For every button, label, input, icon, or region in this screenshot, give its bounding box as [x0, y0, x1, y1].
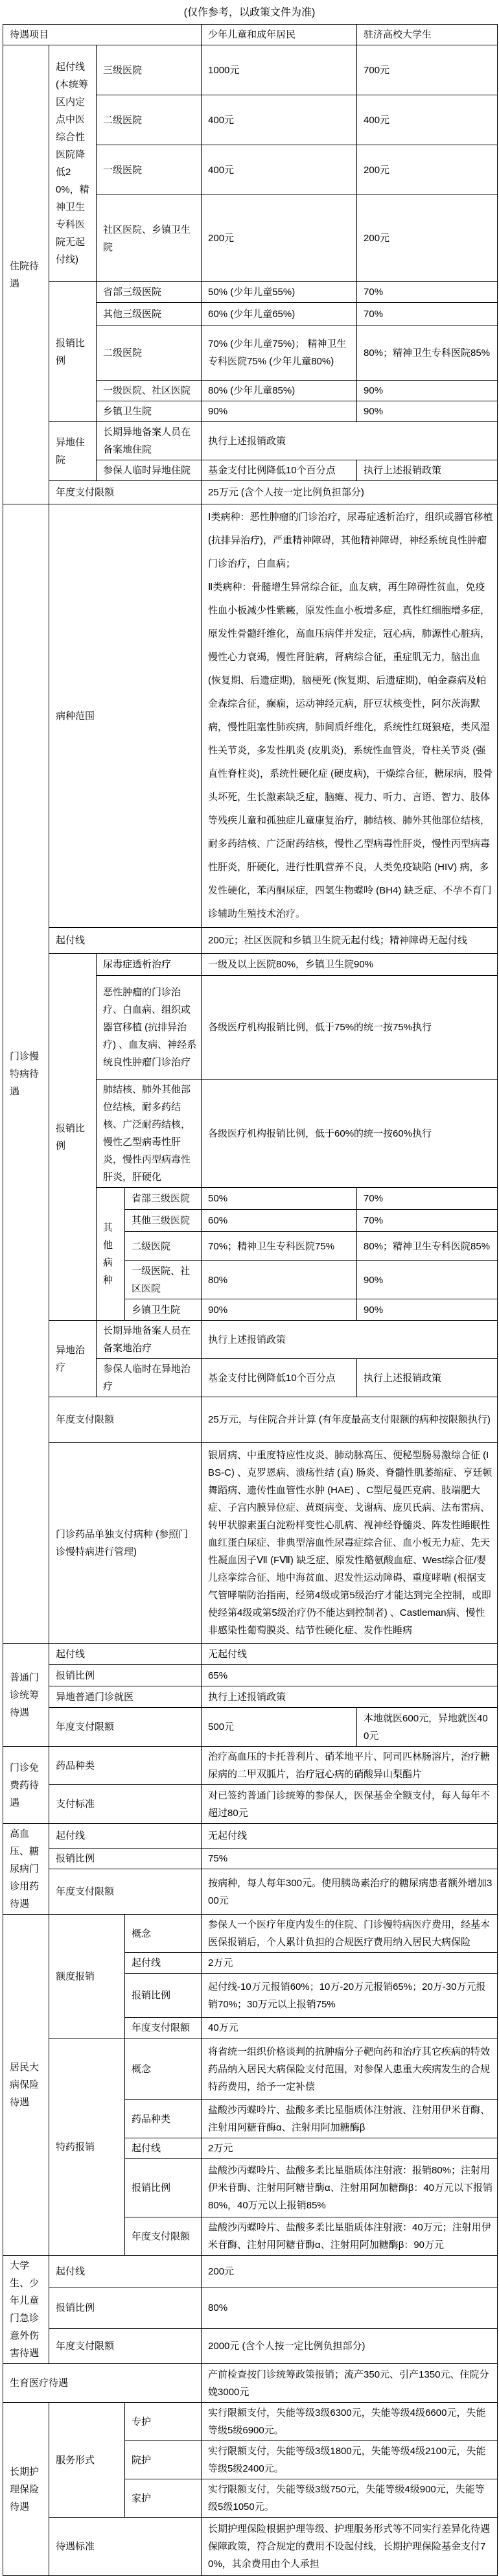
cell-merged: 盐酸沙丙蝶呤片、盐酸多柔比星脂质体注射液：40万元；注射用伊米苷酶、注射用阿糖苷酶α、注射用阿加糖酶β：90万元	[202, 2217, 498, 2256]
cell-merged: 25万元 (含个人按一定比例负担部分)	[202, 481, 498, 504]
cell-merged: 各级医疗机构报销比例，低于75%的统一按75%执行	[202, 976, 498, 1080]
row-label: 起付线	[49, 2256, 202, 2287]
inpatient-remote-label: 异地住院	[49, 422, 97, 481]
cell-merged: 25万元，与住院合并计算 (有年度最高支付限额的病种按限额执行)	[202, 1397, 498, 1443]
row-label: 报销比例	[125, 2159, 202, 2217]
row-label: 报销比例	[49, 1665, 202, 1686]
row-label: 二级医院	[125, 1232, 202, 1261]
section-chronic: 门诊慢特病待遇	[3, 504, 49, 1644]
cell-student: 执行上述报销政策	[357, 460, 498, 481]
cell-merged: 对已签约普通门诊统筹的参保人，医保基金全额支付，每人每年不超过80元	[202, 1785, 498, 1824]
cell-merged: 盐酸沙丙蝶呤片、盐酸多柔比星脂质体注射液、注射用伊米苷酶、注射用阿糖苷酶α、注射用阿加糖酶β	[202, 2100, 498, 2138]
row-label: 肺结核、肺外其他部位结核，耐多药结核、广泛耐药结核，慢性乙型病毒性肝炎，慢性丙型病毒性肝炎，肝硬化	[97, 1080, 202, 1188]
row-label: 二级医院	[97, 95, 202, 145]
row-label: 报销比例	[49, 2287, 202, 2329]
row-label: 长期异地备案人员在备案地治疗	[97, 1321, 202, 1359]
cell-student: 90%	[357, 401, 498, 422]
row-label: 专护	[125, 2403, 202, 2441]
cell-student: 70%	[357, 282, 498, 303]
row-label: 省部三级医院	[125, 1188, 202, 1210]
header-item: 待遇项目	[3, 25, 202, 45]
longterm-standard-label: 待遇标准	[49, 2518, 202, 2576]
row-label: 长期异地备案人员在备案地住院	[97, 422, 202, 460]
cell-merged: 200元；社区医院和乡镇卫生院无起付线；精神障碍无起付线	[202, 928, 498, 954]
row-label: 三级医院	[97, 45, 202, 95]
header-student: 驻济高校大学生	[357, 25, 498, 45]
row-label: 乡镇卫生院	[125, 1299, 202, 1321]
cell-resident: 400元	[202, 145, 357, 195]
cell-student: 200元	[357, 145, 498, 195]
cell-resident: 500元	[202, 1708, 357, 1747]
row-label: 一级医院、社区医院	[125, 1261, 202, 1299]
critical-special-label: 特药报销	[49, 2038, 125, 2256]
cell-merged: 将省统一组织价格谈判的抗肿瘤分子靶向药和治疗其它疾病的特效药品纳入居民大病保险支付范围，对参保人患重大疾病发生的合规特药费用，给予一定补偿	[202, 2038, 498, 2100]
cell-merged: 各级医疗机构报销比例，低于60%的统一按60%执行	[202, 1080, 498, 1188]
cell-merged: 65%	[202, 1665, 498, 1686]
cell-merged: 参保人一个医疗年度内发生的住院、门诊慢特病医疗费用，经基本医保报销后，个人累计负担的合规医疗费用纳入居民大病保险	[202, 1915, 498, 1953]
benefits-table	[3, 24, 498, 2576]
cell-merged: 一级及以上医院80%，乡镇卫生院90%	[202, 954, 498, 976]
row-label: 年度支付限额	[49, 2329, 202, 2364]
row-label: 省部三级医院	[97, 282, 202, 303]
chronic-drug-label: 门诊药品单独支付病种 (参照门诊慢特病进行管理)	[49, 1443, 202, 1644]
cell-merged: 2万元	[202, 2138, 498, 2159]
cell-resident: 70% (少年儿童75%)； 精神卫生专科医院75% (少年儿童80%)	[202, 325, 357, 381]
cell-merged: 盐酸沙丙蝶呤片、盐酸多柔比星脂质体注射液：报销80%；注射用伊米苷酶、注射用阿糖苷酶α、注射用阿加糖酶β：40万元以下报销80%，40万元以上报销85%	[202, 2159, 498, 2217]
cell-merged: 75%	[202, 1849, 498, 1869]
cell-student: 700元	[357, 45, 498, 95]
section-student-injury: 大学生、少年儿童门急诊意外伤害待遇	[3, 2256, 49, 2364]
inpatient-ratio-label: 报销比例	[49, 282, 97, 422]
row-label: 参保人临时异地住院	[97, 460, 202, 481]
header-resident: 少年儿童和成年居民	[202, 25, 357, 45]
chronic-deductible-label: 起付线	[49, 928, 202, 954]
cell-merged: 实行限额支付，失能等级3级6300元，失能等级4级6600元，失能等级5级6900元。	[202, 2403, 498, 2441]
chronic-drug-value: 银屑病、中重度特应性皮炎、肺动脉高压、便秘型肠易激综合征 (IBS-C) 、克罗恩病、溃疡性结 (直) 肠炎、脊髓性肌萎缩症、亨廷顿舞蹈病、遗传性血管性水肿 (HAE) 、C型尼曼匹克病、肢端肥大症、子宫内膜异位症、黄斑病变、戈谢病、庞贝氏病、法布雷病、转甲状腺素蛋白淀粉样变性心肌病、视神经脊髓炎、阵发性睡眠性血红蛋白尿症、非典型溶血性尿毒症综合征、血小板无力症、先天性凝血因子Ⅶ (FⅦ) 缺乏症、原发性酪氨酸血症、West综合征/婴儿痉挛综合征、地中海贫血、迟发性运动障碍、重度哮喘 (根据支气管哮喘防治指南，经第4级或第5级治疗才能达到完全控制，或即使经第4级或第5级治疗仍不能达到控制者) 、Castleman病、慢性非感染性葡萄膜炎、结节性硬化症、发作性睡病	[202, 1443, 498, 1644]
row-label: 起付线	[125, 2138, 202, 2159]
chronic-annual-label: 年度支付限额	[49, 1397, 202, 1443]
row-label: 异地普通门诊就医	[49, 1686, 202, 1708]
row-label: 院护	[125, 2441, 202, 2479]
row-label: 起付线	[49, 1644, 202, 1665]
cell-resident: 60%	[202, 1210, 357, 1232]
row-label: 起付线	[49, 1824, 202, 1849]
cell-student: 90%	[357, 1261, 498, 1299]
cell-resident: 基金支付比例降低10个百分点	[202, 460, 357, 481]
cell-student: 200元	[357, 195, 498, 282]
cell-resident: 200元	[202, 195, 357, 282]
cell-merged: 起付线-10万元报销60%；10万-20万元报销65%；20万-30万元报销70%；30万元以上报销75%	[202, 1974, 498, 2018]
cell-merged: 执行上述报销政策	[202, 422, 498, 460]
cell-student: 本地就医600元，异地就医400元	[357, 1708, 498, 1747]
row-label: 其他三级医院	[97, 303, 202, 325]
section-free-drug: 门诊免费药待遇	[3, 1747, 49, 1824]
cell-student: 90%	[357, 381, 498, 401]
cell-merged: 无起付线	[202, 1824, 498, 1849]
section-maternity: 生育医疗待遇	[3, 2364, 202, 2403]
section-hyper-diabetes: 高血压、糖尿病门诊用药待遇	[3, 1824, 49, 1915]
cell-student: 400元	[357, 95, 498, 145]
cell-student: 90%	[357, 1299, 498, 1321]
row-label: 其他三级医院	[125, 1210, 202, 1232]
page-title: (仅作参考，以政策文件为准)	[183, 7, 316, 18]
cell-resident: 90%	[202, 1299, 357, 1321]
chronic-other-label: 其他病种	[97, 1188, 125, 1321]
row-label: 参保人临时在异地治疗	[97, 1359, 202, 1397]
row-label: 一级医院、社区医院	[97, 381, 202, 401]
cell-merged: 执行上述报销政策	[202, 1321, 498, 1359]
cell-resident: 80% (少年儿童85%)	[202, 381, 357, 401]
cell-resident: 90%	[202, 401, 357, 422]
cell-merged: 200元	[202, 2256, 498, 2287]
chronic-scope-label: 病种范围	[49, 504, 202, 928]
inpatient-deductible-label: 起付线(本统筹区内定点中医综合性医院降低20%，精神卫生专科医院无起付线)	[49, 45, 97, 282]
cell-merged: 长期护理保险根据护理等级、护理服务形式等不同实行差异化待遇保障政策，符合规定的费用不设起付线，长期护理保险基金支付70%，其余费用由个人承担	[202, 2518, 498, 2576]
longterm-service-label: 服务形式	[49, 2403, 125, 2518]
row-label: 支付标准	[49, 1785, 202, 1824]
chronic-ratio-label: 报销比例	[49, 954, 97, 1321]
row-label: 年度支付限额	[125, 2217, 202, 2256]
critical-quota-label: 额度报销	[49, 1915, 125, 2038]
cell-resident: 50% (少年儿童55%)	[202, 282, 357, 303]
scope-class2: Ⅱ类病种：骨髓增生异常综合征，血友病，再生障碍性贫血，免疫性血小板减少性紫癜，原发性血小板增多症，真性红细胞增多症，原发性骨髓纤维化，高血压病伴并发症，冠心病，肺源性心脏病，慢性心力衰竭，慢性肾脏病，肾病综合征，重症肌无力，脑出血 (恢复期、后遗症期)，脑梗死 (恢复期、后遗症期)，帕金森病及帕金森综合征，癫痫，运动神经元病，肝豆状核变性，阿尔茨海默病，慢性阻塞性肺疾病，肺间质纤维化，系统性红斑狼疮，类风湿性关节炎，多发性肌炎 (皮肌炎)，系统性血管炎，脊柱关节炎 (强直性脊柱炎)，系统性硬化症 (硬皮病)，干燥综合征，糖尿病，股骨头坏死，生长激素缺乏症，脑瘫、视力、听力、言语、智力、肢体等残疾儿童和孤独症儿童康复治疗，肺结核、肺外其他部位结核，耐多药结核、广泛耐药结核，慢性乙型病毒性肝炎，慢性丙型病毒性肝炎，肝硬化，进行性肌营养不良，人类免疫缺陷 (HIV) 病，多发性硬化，苯丙酮尿症，四氢生物蝶呤 (BH4) 缺乏症、不孕不育门诊辅助生殖技术治疗。	[208, 582, 493, 919]
cell-student: 70%	[357, 1188, 498, 1210]
section-general-outpatient: 普通门诊统筹待遇	[3, 1644, 49, 1747]
cell-merged: 实行限额支付，失能等级3级1800元，失能等级4级2100元，失能等级5级2400元。	[202, 2441, 498, 2479]
cell-resident: 70%；精神卫生专科医院75%	[202, 1232, 357, 1261]
row-label: 药品种类	[125, 2100, 202, 2138]
row-label: 二级医院	[97, 325, 202, 381]
cell-merged: 按病种，每人每年300元。使用胰岛素治疗的糖尿病患者额外增加300元	[202, 1869, 498, 1915]
row-label: 药品种类	[49, 1747, 202, 1785]
cell-student: 70%	[357, 303, 498, 325]
row-label: 起付线	[125, 1953, 202, 1974]
cell-resident: 1000元	[202, 45, 357, 95]
cell-resident: 基金支付比例降低10个百分点	[202, 1359, 357, 1397]
row-label: 年度支付限额	[125, 2018, 202, 2038]
cell-merged: 执行上述报销政策	[202, 1686, 498, 1708]
section-critical-illness: 居民大病保险待遇	[3, 1915, 49, 2256]
chronic-remote-label: 异地治疗	[49, 1321, 97, 1397]
cell-student: 70%	[357, 1210, 498, 1232]
cell-merged: 2万元	[202, 1953, 498, 1974]
row-label: 概念	[125, 1915, 202, 1953]
cell-student: 80%；精神卫生专科医院85%	[357, 1232, 498, 1261]
row-label: 乡镇卫生院	[97, 401, 202, 422]
cell-merged: 无起付线	[202, 1644, 498, 1665]
row-label: 家护	[125, 2479, 202, 2518]
cell-merged: 80%	[202, 2287, 498, 2329]
cell-student: 80%；精神卫生专科医院85%	[357, 325, 498, 381]
cell-merged: 产前检查按门诊统筹政策报销；流产350元、引产1350元、住院分娩3000元	[202, 2364, 498, 2403]
row-label: 恶性肿瘤的门诊治疗、白血病、组织或器官移植 (抗排异治疗) 、血友病、神经系统良性肿瘤门诊治疗	[97, 976, 202, 1080]
row-label: 概念	[125, 2038, 202, 2100]
row-label: 社区医院、乡镇卫生院	[97, 195, 202, 282]
row-label: 年度支付限额	[49, 1708, 202, 1747]
row-label: 尿毒症透析治疗	[97, 954, 202, 976]
section-longterm-care: 长期护理保险待遇	[3, 2403, 49, 2576]
cell-merged: 40万元	[202, 2018, 498, 2038]
chronic-scope-content	[202, 504, 498, 928]
row-label: 一级医院	[97, 145, 202, 195]
cell-student: 执行上述报销政策	[357, 1359, 498, 1397]
cell-resident: 60% (少年儿童65%)	[202, 303, 357, 325]
cell-resident: 50%	[202, 1188, 357, 1210]
row-label: 报销比例	[49, 1849, 202, 1869]
cell-merged: 实行限额支付，失能等级3级750元，失能等级4级900元，失能等级5级1050元。	[202, 2479, 498, 2518]
section-inpatient: 住院待遇	[3, 45, 49, 504]
cell-resident: 80%	[202, 1261, 357, 1299]
row-label: 年度支付限额	[49, 1869, 202, 1915]
cell-merged: 治疗高血压的卡托普利片、硝苯地平片、阿司匹林肠溶片，治疗糖尿病的二甲双胍片，治疗冠心病的硝酸异山梨酯片	[202, 1747, 498, 1785]
scope-class1: Ⅰ类病种：恶性肿瘤的门诊治疗，尿毒症透析治疗，组织或器官移植(抗排异治疗)，严重精神障碍，其他精神障碍，神经系统良性肿瘤门诊治疗，白血病；	[208, 512, 493, 569]
inpatient-annual-label: 年度支付限额	[49, 481, 202, 504]
cell-resident: 400元	[202, 95, 357, 145]
row-label: 报销比例	[125, 1974, 202, 2018]
cell-merged: 2000元 (含个人按一定比例负担部分)	[202, 2329, 498, 2364]
